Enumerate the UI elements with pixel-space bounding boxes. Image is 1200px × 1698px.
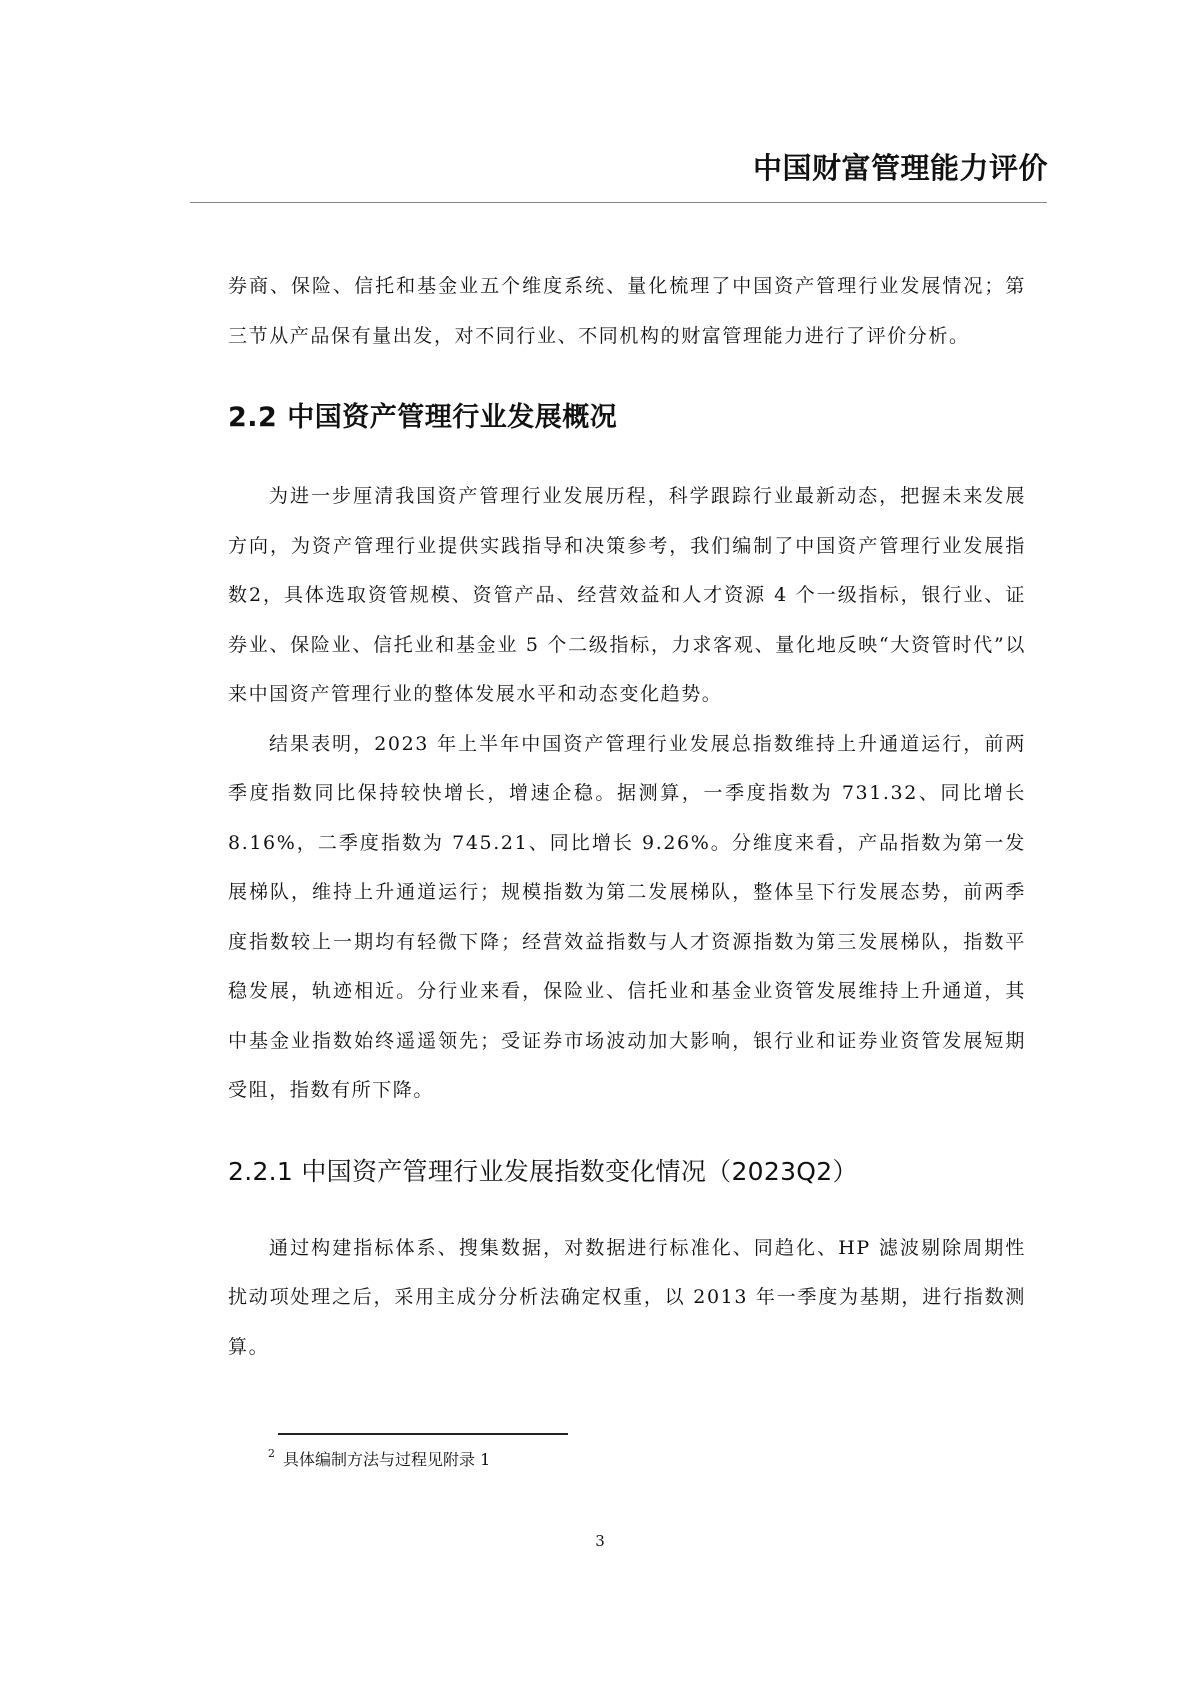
section-2-2-paragraph-1: 为进一步厘清我国资产管理行业发展历程，科学跟踪行业最新动态，把握未来发展方向，为资产管理行业提供实践指导和决策参考，我们编制了中国资产管理行业发展指数2，具体选取资管规模、资管产品、经营效益和人才资源 4 个一级指标，银行业、证券业、保险业、信托业和基金业 5 个二级指标，力求客观、量化地反映“大资管时代”以来中国资产管理行业的整体发展水平和动态变化趋势。 (228, 485, 1026, 705)
footnote-text: 具体编制方法与过程见附录 1 (283, 1450, 491, 1469)
section-2-2-paragraph-2: 结果表明，2023 年上半年中国资产管理行业发展总指数维持上升通道运行，前两季度指数同比保持较快增长，增速企稳。据测算，一季度指数为 731.32、同比增长 8.16%，二季度指数为 745.21、同比增长 9.26%。分维度来看，产品指数为第一发展梯队，维持上升通道运行；规模指数为第二发展梯队，整体呈下行发展态势，前两季度指数较上一期均有轻微下降；经营效益指数与人才资源指数为第三发展梯队，指数平稳发展，轨迹相近。分行业来看，保险业、信托业和基金业资管发展维持上升通道，其中基金业指数始终遥遥领先；受证券市场波动加大影响，银行业和证券业资管发展短期受阻，指数有所下降。 (228, 732, 1026, 1101)
page-number: 3 (595, 1532, 605, 1550)
section-2-2-1-paragraph-1: 通过构建指标体系、搜集数据，对数据进行标准化、同趋化、HP 滤波剔除周期性扰动项处理之后，采用主成分分析法确定权重，以 2013 年一季度为基期，进行指数测算。 (228, 1236, 1026, 1358)
header-divider (190, 202, 1047, 203)
intro-paragraph: 券商、保险、信托和基金业五个维度系统、量化梳理了中国资产管理行业发展情况；第三节从产品保有量出发，对不同行业、不同机构的财富管理能力进行了评价分析。 (228, 275, 1026, 347)
footnote-divider (278, 1433, 568, 1435)
section-heading-2-2-1: 2.2.1 中国资产管理行业发展指数变化情况（2023Q2） (228, 1156, 858, 1186)
section-heading-2-2: 2.2 中国资产管理行业发展概况 (228, 402, 618, 433)
footnote (268, 1447, 490, 1470)
page-body (228, 262, 1026, 1372)
running-header-title: 中国财富管理能力评价 (752, 151, 1048, 185)
footnote-marker: 2 (268, 1447, 275, 1460)
